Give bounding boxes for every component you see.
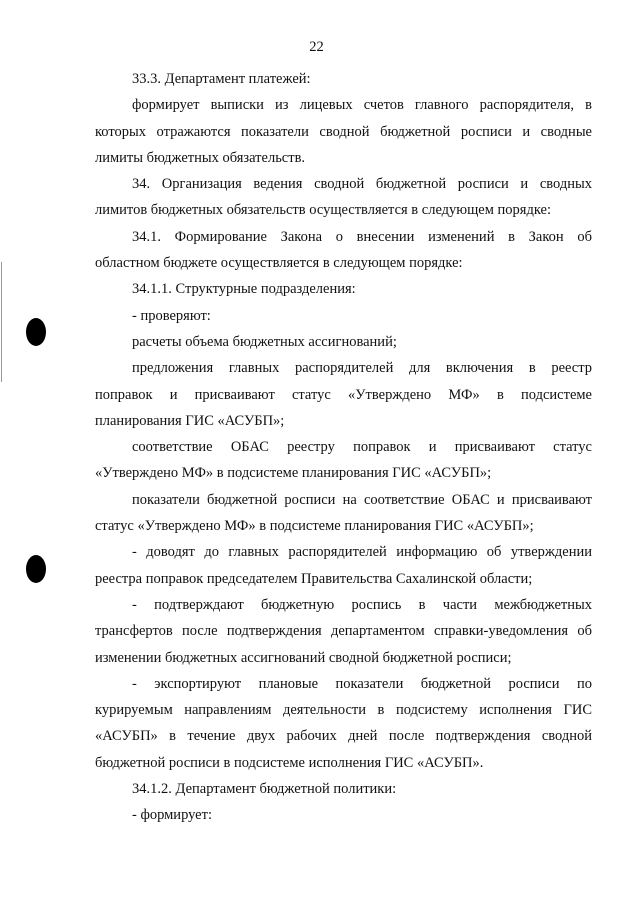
paragraph: - доводят до главных распорядителей информацию об утверждении реестра поправок председателем Правительства Сахалинской области; xyxy=(95,544,592,587)
punch-hole-upper xyxy=(26,318,46,346)
paragraph: - экспортируют плановые показатели бюджетной росписи по курируемым направлениям деятельности в подсистему исполнения ГИС «АСУБП» в течение двух рабочих дней после подтверждения сводной бюджетной росписи в подсистеме исполнения ГИС «АСУБП». xyxy=(95,675,592,771)
scan-edge-line xyxy=(1,262,2,382)
paragraph: расчеты объема бюджетных ассигнований; xyxy=(132,333,397,350)
punch-hole-lower xyxy=(26,555,46,583)
paragraph: 34. Организация ведения сводной бюджетной росписи и сводных лимитов бюджетных обязательств осуществляется в следующем порядке: xyxy=(95,176,592,219)
paragraph: - проверяют: xyxy=(132,307,211,324)
paragraph: формирует выписки из лицевых счетов главного распорядителя, в которых отражаются показатели сводной бюджетной росписи и сводные лимиты бюджетных обязательств. xyxy=(95,97,592,166)
paragraph: 34.1.2. Департамент бюджетной политики: xyxy=(132,781,397,798)
paragraph: - подтверждают бюджетную роспись в части межбюджетных трансфертов после подтверждения департаментом справки-уведомления об изменении бюджетных ассигнований сводной бюджетной росписи; xyxy=(95,596,592,666)
paragraph: соответствие ОБАС реестру поправок и присваивают статус «Утверждено МФ» в подсистеме планирования ГИС «АСУБП»; xyxy=(95,439,592,482)
page-number: 22 xyxy=(309,39,324,55)
document-body xyxy=(95,66,592,829)
paragraph: предложения главных распорядителей для включения в реестр поправок и присваивают статус «Утверждено МФ» в подсистеме планирования ГИС «АСУБП»; xyxy=(95,360,592,429)
paragraph: 34.1. Формирование Закона о внесении изменений в Закон об областном бюджете осуществляется в следующем порядке: xyxy=(95,228,592,272)
paragraph: - формирует: xyxy=(132,807,212,824)
paragraph: 34.1.1. Структурные подразделения: xyxy=(132,281,356,298)
paragraph: показатели бюджетной росписи на соответствие ОБАС и присваивают статус «Утверждено МФ» в подсистеме планирования ГИС «АСУБП»; xyxy=(95,491,592,535)
paragraph: 33.3. Департамент платежей: xyxy=(132,71,311,87)
